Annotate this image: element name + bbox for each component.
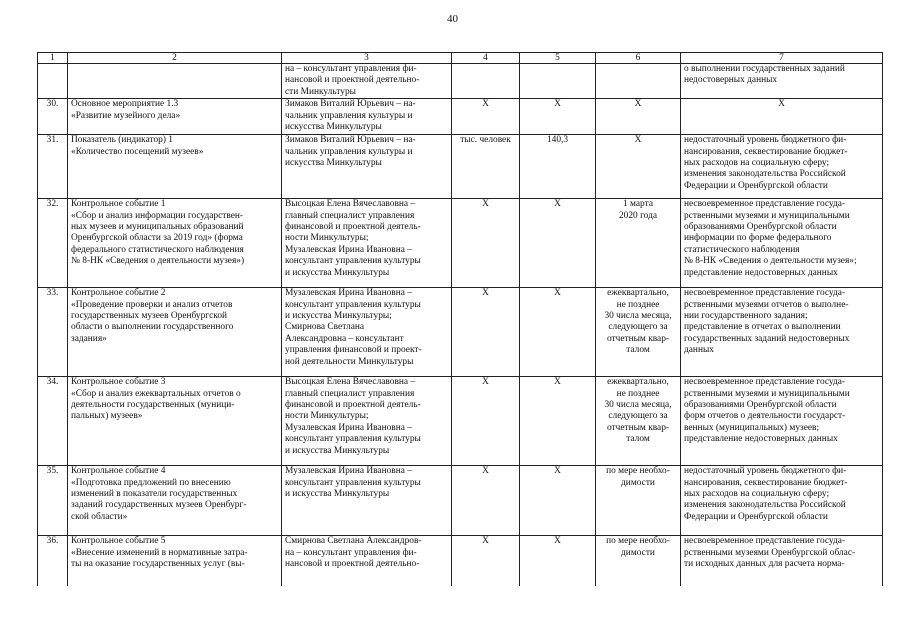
deadline-cell-line: следующего за [608, 322, 668, 333]
event-cell-line: пальных) музеев» [71, 411, 143, 422]
event-cell-line: Основное мероприятие 1.3 [71, 99, 179, 110]
row-number-cell: 33. [38, 288, 68, 377]
responsible-cell-line: Зимаков Виталий Юрьевич – на- [285, 99, 416, 110]
table-row [38, 466, 883, 536]
responsible-cell-line: и искусства Минкультуры [285, 445, 390, 456]
risk-cell-line: несвоевременное представление госуда- [684, 377, 846, 388]
risk-cell-line: образованиями Оренбургской области [684, 222, 837, 233]
column-header: 4 [452, 53, 520, 64]
responsible-cell-line: нансовой и проектной деятельно- [285, 75, 420, 86]
deadline-cell-line: 2020 года [618, 210, 658, 221]
row-number-cell: 31. [38, 135, 68, 199]
table-row [38, 64, 883, 99]
event-cell-line: области о выполнении государственного [71, 322, 234, 333]
risk-cell [681, 99, 883, 135]
risk-cell-line: ных расходов на социальную сферу; [684, 158, 830, 169]
risk-cell [681, 377, 883, 466]
value-cell: X [520, 288, 596, 377]
table-row [38, 199, 883, 288]
unit-cell: X [452, 536, 520, 586]
responsible-cell-line: и искусства Минкультуры [285, 489, 390, 500]
column-header: 5 [520, 53, 596, 64]
deadline-cell-line: не позднее [616, 299, 660, 310]
responsible-cell-line: Высоцкая Елена Вячеславовна – [285, 199, 416, 210]
responsible-cell-line: ности Минкультуры; [285, 233, 369, 244]
responsible-cell-line: финансовой и проектной деятель- [285, 400, 421, 411]
responsible-cell-line: консультант управления культуры [285, 299, 421, 310]
risk-cell [681, 466, 883, 536]
risk-cell-line: нии государственного задания; [684, 311, 808, 322]
responsible-cell-line: искусства Минкультуры [285, 158, 382, 169]
responsible-cell [282, 99, 452, 135]
event-cell-line: Контрольное событие 2 [71, 288, 166, 299]
event-cell [68, 536, 282, 586]
event-cell-line: «Проведение проверки и анализ отчетов [71, 299, 233, 310]
risk-cell [681, 199, 883, 288]
risk-cell-line: несвоевременное представление госуда- [684, 199, 846, 210]
page-number: 40 [447, 13, 458, 25]
deadline-cell [596, 536, 681, 586]
responsible-cell-line: главный специалист управления [285, 388, 415, 399]
value-cell [520, 64, 596, 99]
deadline-cell-line: не позднее [616, 388, 660, 399]
deadline-cell [596, 135, 681, 199]
risk-cell-line: представление недостоверных данных [684, 267, 838, 278]
event-cell-line: ской области» [71, 511, 128, 522]
risk-cell-line: венных (муниципальных) музеев; [684, 422, 820, 433]
unit-cell: X [452, 199, 520, 288]
deadline-cell [596, 288, 681, 377]
deadline-cell-line: следующего за [608, 411, 668, 422]
responsible-cell-line: и искусства Минкультуры; [285, 311, 392, 322]
risk-cell-line: рственными музеями отчетов о выполне- [684, 299, 849, 310]
table-row [38, 99, 883, 135]
event-cell-line: федерального статистического наблюдения [71, 244, 244, 255]
deadline-cell-line: димости [621, 477, 655, 488]
deadline-cell-line: по мере необхо- [606, 466, 670, 477]
deadline-cell-line: талом [626, 345, 650, 356]
risk-cell-line: недостаточный уровень бюджетного фи- [684, 135, 847, 146]
risk-cell-line: представление в отчетах о выполнении [684, 322, 841, 333]
deadline-cell-line: по мере необхо- [606, 536, 670, 547]
responsible-cell-line: управления финансовой и проект- [285, 345, 422, 356]
risk-cell-line: несвоевременное представление госуда- [684, 288, 846, 299]
deadline-cell-line: отчетным квар- [606, 333, 670, 344]
responsible-cell-line: консультант управления культуры [285, 256, 421, 267]
responsible-cell-line: Музалевская Ирина Ивановна – [285, 422, 412, 433]
risk-cell-line: форм отчетов о деятельности государст- [684, 411, 846, 422]
risk-cell-line: данных [684, 345, 714, 356]
risk-cell-line: нансирования, секвестирование бюджет- [684, 477, 848, 488]
responsible-cell-line: искусства Минкультуры [285, 122, 382, 133]
risk-cell-line: № 8-НК «Сведения о деятельности музея»; [684, 256, 857, 267]
plan-table [37, 52, 883, 586]
responsible-cell-line: чальник управления культуры и [285, 146, 413, 157]
risk-cell-line: нансирования, секвестирование бюджет- [684, 146, 848, 157]
event-cell-line: заданий государственных музеев Оренбург- [71, 500, 247, 511]
responsible-cell [282, 536, 452, 586]
table-row [38, 288, 883, 377]
responsible-cell-line: сти Минкультуры [285, 86, 356, 97]
table-row [38, 377, 883, 466]
event-cell [68, 377, 282, 466]
risk-cell [681, 64, 883, 99]
row-number-cell: 36. [38, 536, 68, 586]
event-cell-line: ных музеев и муниципальных образований [71, 222, 244, 233]
unit-cell: X [452, 466, 520, 536]
event-cell [68, 99, 282, 135]
deadline-cell-line: ежеквартально, [607, 288, 669, 299]
event-cell-line: «Внесение изменений в нормативные затра- [71, 547, 248, 558]
risk-cell-line: рственными музеями и муниципальными [684, 388, 850, 399]
deadline-cell-line: ежеквартально, [607, 377, 669, 388]
responsible-cell-line: Высоцкая Елена Вячеславовна – [285, 377, 416, 388]
responsible-cell-line: ной деятельности Минкультуры [285, 356, 414, 367]
value-cell: X [520, 377, 596, 466]
event-cell [68, 288, 282, 377]
deadline-cell-line: талом [626, 434, 650, 445]
responsible-cell-line: Александровна – консультант [285, 333, 404, 344]
event-cell-line: «Количество посещений музеев» [71, 146, 204, 157]
unit-cell [452, 64, 520, 99]
responsible-cell [282, 135, 452, 199]
event-cell-line: ты на оказание государственных услуг (вы- [71, 559, 245, 570]
risk-cell-line: государственных заданий недостоверных [684, 333, 850, 344]
row-number-cell: 32. [38, 199, 68, 288]
row-number-cell [38, 64, 68, 99]
responsible-cell-line: и искусства Минкультуры [285, 267, 390, 278]
event-cell-line: изменений в показатели государственных [71, 489, 238, 500]
responsible-cell-line: Смирнова Светлана Александров- [285, 536, 422, 547]
deadline-cell-line: димости [621, 547, 655, 558]
risk-cell-line: Федерации и Оренбургской области [684, 180, 828, 191]
unit-cell: X [452, 377, 520, 466]
event-cell [68, 199, 282, 288]
value-cell: X [520, 466, 596, 536]
unit-cell: тыс. человек [452, 135, 520, 199]
responsible-cell-line: чальник управления культуры и [285, 110, 413, 121]
event-cell [68, 135, 282, 199]
event-cell-line: Показатель (индикатор) 1 [71, 135, 173, 146]
deadline-cell-line: 30 числа месяца, [604, 400, 672, 411]
risk-cell-line: рственными музеями Оренбургской облас- [684, 547, 856, 558]
responsible-cell-line: консультант управления культуры [285, 477, 421, 488]
event-cell-line: Оренбургской области за 2019 год» (форма [71, 233, 243, 244]
deadline-cell [596, 377, 681, 466]
value-cell: X [520, 536, 596, 586]
deadline-cell-line: X [634, 99, 642, 110]
risk-cell-line: недостоверных данных [684, 75, 778, 86]
risk-cell [681, 288, 883, 377]
unit-cell: X [452, 99, 520, 135]
event-cell-line: государственных музеев Оренбургской [71, 311, 228, 322]
event-cell-line: № 8-НК «Сведения о деятельности музея») [71, 256, 245, 267]
responsible-cell-line: ности Минкультуры; [285, 411, 369, 422]
event-cell-line: задания» [71, 333, 107, 344]
risk-cell-line: Федерации и Оренбургской области [684, 511, 828, 522]
risk-cell-line: изменения законодательства Российской [684, 169, 846, 180]
risk-cell [681, 536, 883, 586]
responsible-cell-line: на – консультант управления фи- [285, 547, 417, 558]
risk-cell-line: рственными музеями и муниципальными [684, 210, 850, 221]
deadline-cell-line: 1 марта [623, 199, 653, 210]
event-cell-line: «Подготовка предложений по внесению [71, 477, 231, 488]
row-number-cell: 30. [38, 99, 68, 135]
column-header: 3 [282, 53, 452, 64]
deadline-cell [596, 64, 681, 99]
event-cell-line: Контрольное событие 4 [71, 466, 166, 477]
row-number-cell: 34. [38, 377, 68, 466]
column-header: 7 [681, 53, 883, 64]
responsible-cell-line: консультант управления культуры [285, 434, 421, 445]
responsible-cell-line: Смирнова Светлана [285, 322, 365, 333]
risk-cell-line: X [778, 99, 785, 110]
risk-cell [681, 135, 883, 199]
responsible-cell-line: нансовой и проектной деятельно- [285, 559, 420, 570]
header-row [38, 53, 883, 64]
row-number-cell: 35. [38, 466, 68, 536]
deadline-cell-line: отчетным квар- [606, 422, 670, 433]
responsible-cell [282, 199, 452, 288]
table-row [38, 536, 883, 586]
deadline-cell [596, 199, 681, 288]
table-row [38, 135, 883, 199]
responsible-cell-line: Музалевская Ирина Ивановна – [285, 466, 412, 477]
risk-cell-line: представление недостоверных данных [684, 434, 838, 445]
value-cell: 140,3 [520, 135, 596, 199]
responsible-cell-line: Зимаков Виталий Юрьевич – на- [285, 135, 416, 146]
event-cell-line: «Сбор и анализ информации государствен- [71, 210, 244, 221]
deadline-cell-line: 30 числа месяца, [604, 311, 672, 322]
risk-cell-line: информации по форме федерального [684, 233, 832, 244]
risk-cell-line: о выполнении государственных заданий [684, 64, 845, 74]
responsible-cell [282, 288, 452, 377]
risk-cell-line: несвоевременное представление госуда- [684, 536, 846, 547]
unit-cell: X [452, 288, 520, 377]
risk-cell-line: изменения законодательства Российской [684, 500, 846, 511]
deadline-cell [596, 466, 681, 536]
column-header: 6 [596, 53, 681, 64]
event-cell-line: Контрольное событие 5 [71, 536, 166, 547]
event-cell-line: «Развитие музейного дела» [71, 110, 181, 121]
responsible-cell-line: финансовой и проектной деятель- [285, 222, 421, 233]
responsible-cell [282, 466, 452, 536]
responsible-cell [282, 377, 452, 466]
event-cell-line: Контрольное событие 3 [71, 377, 166, 388]
event-cell-line: «Сбор и анализ ежеквартальных отчетов о [71, 388, 241, 399]
column-header: 2 [68, 53, 282, 64]
responsible-cell-line: главный специалист управления [285, 210, 415, 221]
deadline-cell-line: X [634, 135, 642, 146]
risk-cell-line: ных расходов на социальную сферу; [684, 489, 830, 500]
risk-cell-line: недостаточный уровень бюджетного фи- [684, 466, 847, 477]
responsible-cell-line: Музалевская Ирина Ивановна – [285, 288, 412, 299]
event-cell-line: деятельности государственных (муници- [71, 400, 235, 411]
column-header: 1 [38, 53, 68, 64]
event-cell [68, 64, 282, 99]
value-cell: X [520, 99, 596, 135]
responsible-cell-line: на – консультант управления фи- [285, 64, 417, 74]
event-cell-line: Контрольное событие 1 [71, 199, 166, 210]
event-cell [68, 466, 282, 536]
risk-cell-line: ти исходных данных для расчета норма- [684, 559, 845, 570]
risk-cell-line: статистического наблюдения [684, 244, 800, 255]
responsible-cell-line: Музалевская Ирина Ивановна – [285, 244, 412, 255]
risk-cell-line: образованиями Оренбургской области [684, 400, 837, 411]
responsible-cell [282, 64, 452, 99]
value-cell: X [520, 199, 596, 288]
deadline-cell [596, 99, 681, 135]
